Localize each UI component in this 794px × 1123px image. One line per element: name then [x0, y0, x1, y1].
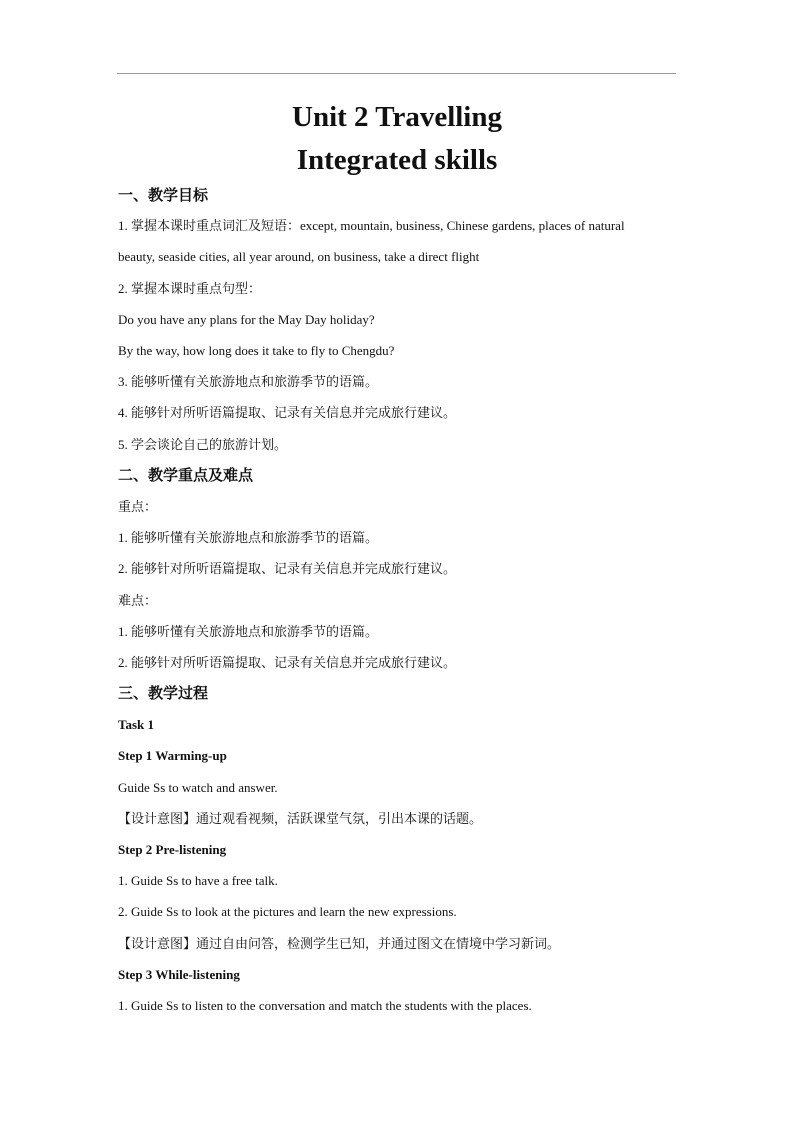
objective-line: 3. 能够听懂有关旅游地点和旅游季节的语篇。: [118, 374, 379, 389]
header-rule: [117, 73, 676, 74]
objective-line: 4. 能够针对所听语篇提取、记录有关信息并完成旅行建议。: [118, 405, 457, 420]
focus-item: 2. 能够针对所听语篇提取、记录有关信息并完成旅行建议。: [118, 561, 457, 576]
difficulty-item: 1. 能够听懂有关旅游地点和旅游季节的语篇。: [118, 624, 379, 639]
difficulty-label: 难点：: [118, 593, 158, 608]
title-line-2: Integrated skills: [296, 144, 498, 176]
task-label: Task 1: [118, 717, 155, 732]
objective-line: Do you have any plans for the May Day holiday?: [118, 312, 375, 327]
objective-line: 1. 掌握本课时重点词汇及短语：except, mountain, business, Chinese gardens, places of natural: [118, 218, 625, 233]
design-intent: 【设计意图】通过自由问答，检测学生已知，并通过图文在情境中学习新词。: [118, 936, 561, 951]
objective-line: 2. 掌握本课时重点句型：: [118, 281, 262, 296]
objective-line: By the way, how long does it take to fly to Chengdu?: [118, 343, 395, 358]
step-item: 1. Guide Ss to listen to the conversation and match the students with the places.: [118, 998, 532, 1013]
section-heading-objectives: 一、教学目标: [118, 186, 209, 204]
step-item: 1. Guide Ss to have a free talk.: [118, 873, 278, 888]
focus-item: 1. 能够听懂有关旅游地点和旅游季节的语篇。: [118, 530, 379, 545]
design-intent: 【设计意图】通过观看视频，活跃课堂气氛，引出本课的话题。: [118, 811, 483, 826]
step-item: Guide Ss to watch and answer.: [118, 780, 278, 795]
section-heading-process: 三、教学过程: [118, 684, 209, 702]
step-title: Step 3 While-listening: [118, 967, 240, 982]
section-heading-key-points: 二、教学重点及难点: [118, 466, 254, 484]
difficulty-item: 2. 能够针对所听语篇提取、记录有关信息并完成旅行建议。: [118, 655, 457, 670]
step-title: Step 1 Warming-up: [118, 748, 227, 763]
step-title: Step 2 Pre-listening: [118, 842, 227, 857]
title-line-1: Unit 2 Travelling: [292, 101, 502, 133]
step-item: 2. Guide Ss to look at the pictures and learn the new expressions.: [118, 904, 457, 919]
objective-line: 5. 学会谈论自己的旅游计划。: [118, 437, 288, 452]
focus-label: 重点：: [118, 499, 158, 514]
objective-line: beauty, seaside cities, all year around, on business, take a direct flight: [118, 249, 480, 264]
